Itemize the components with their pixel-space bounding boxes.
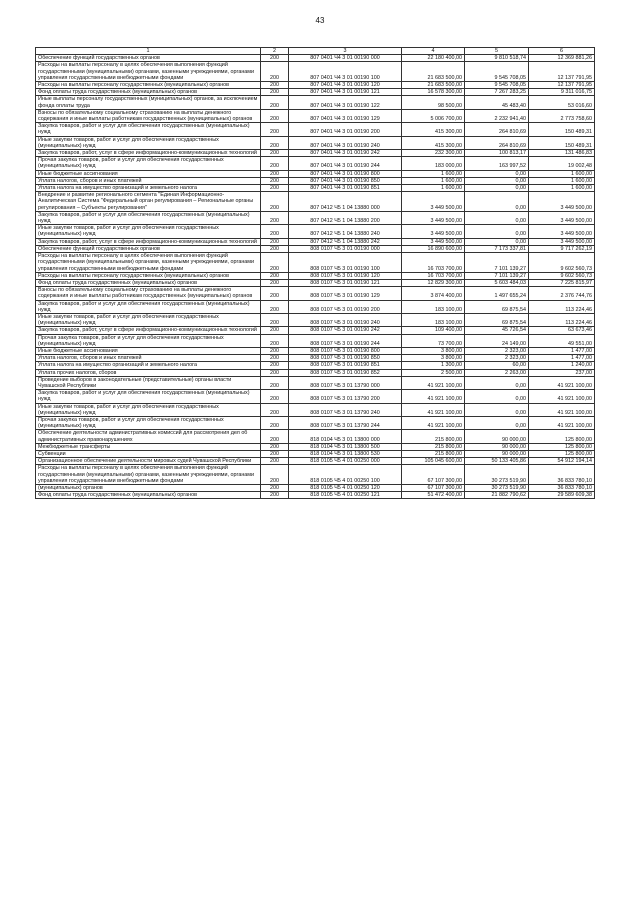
- line-code-cell: 200: [261, 362, 289, 369]
- budget-code-cell: 808 0107 Ч5 3 01 00190 242: [289, 327, 402, 334]
- remaining-amount-cell: 3 449 500,00: [529, 211, 595, 224]
- line-code-cell: 200: [261, 376, 289, 389]
- table-row: [36, 458, 595, 465]
- budget-code-cell: 807 0401 Ч4 3 01 00190 240: [289, 136, 402, 149]
- approved-amount-cell: 232 300,00: [402, 150, 465, 157]
- table-row: [36, 362, 595, 369]
- executed-amount-cell: 90 000,00: [465, 430, 529, 443]
- budget-code-cell: 808 0107 Ч5 3 01 00190 800: [289, 347, 402, 354]
- approved-amount-cell: 3 800,00: [402, 347, 465, 354]
- approved-amount-cell: 41 921 100,00: [402, 403, 465, 416]
- remaining-amount-cell: 7 225 815,97: [529, 279, 595, 286]
- remaining-amount-cell: 41 921 100,00: [529, 403, 595, 416]
- expense-name-cell: Прочая закупка товаров, работ и услуг для обеспечения государственных (муниципальных) нужд: [36, 157, 261, 170]
- table-row: [36, 347, 595, 354]
- budget-code-cell: 807 0401 Ч4 3 01 00190 100: [289, 62, 402, 82]
- executed-amount-cell: 9 810 518,74: [465, 55, 529, 62]
- approved-amount-cell: 1 600,00: [402, 170, 465, 177]
- line-code-cell: 200: [261, 327, 289, 334]
- line-code-cell: 200: [261, 192, 289, 212]
- approved-amount-cell: 5 006 700,00: [402, 109, 465, 122]
- executed-amount-cell: 0,00: [465, 185, 529, 192]
- expense-name-cell: Закупка товаров, работ, услуг в сфере информационно-коммуникационных технологий: [36, 327, 261, 334]
- executed-amount-cell: 69 875,54: [465, 300, 529, 313]
- table-row: [36, 492, 595, 499]
- table-row: [36, 245, 595, 252]
- expense-name-cell: Взносы по обязательному социальному страхованию на выплаты денежного содержания и иные выплаты работникам государственных (муниципальных) органов: [36, 287, 261, 300]
- table-row: [36, 82, 595, 89]
- line-code-cell: 200: [261, 458, 289, 465]
- budget-code-cell: 818 0104 Ч5 3 01 13800 000: [289, 430, 402, 443]
- remaining-amount-cell: 131 486,83: [529, 150, 595, 157]
- approved-amount-cell: 3 449 500,00: [402, 238, 465, 245]
- remaining-amount-cell: 9 311 016,75: [529, 89, 595, 96]
- table-row: [36, 465, 595, 485]
- executed-amount-cell: 5 603 484,03: [465, 279, 529, 286]
- executed-amount-cell: 163 997,52: [465, 157, 529, 170]
- expense-name-cell: Иные бюджетные ассигнования: [36, 347, 261, 354]
- executed-amount-cell: 24 149,00: [465, 334, 529, 347]
- approved-amount-cell: 73 700,00: [402, 334, 465, 347]
- executed-amount-cell: 0,00: [465, 170, 529, 177]
- budget-code-cell: 807 0401 Ч4 3 01 00190 851: [289, 185, 402, 192]
- line-code-cell: 200: [261, 390, 289, 403]
- line-code-cell: 200: [261, 89, 289, 96]
- column-header: 2: [261, 48, 289, 55]
- remaining-amount-cell: 113 224,46: [529, 300, 595, 313]
- remaining-amount-cell: 113 224,46: [529, 313, 595, 326]
- table-row: [36, 211, 595, 224]
- expense-name-cell: Закупка товаров, работ и услуг для обеспечения государственных (муниципальных) нужд: [36, 123, 261, 136]
- line-code-cell: 200: [261, 272, 289, 279]
- budget-code-cell: 808 0107 Ч5 3 01 00190 100: [289, 253, 402, 273]
- budget-code-cell: 807 0401 Ч4 3 01 00190 000: [289, 55, 402, 62]
- table-row: [36, 109, 595, 122]
- expense-name-cell: Расходы на выплаты персоналу в целях обеспечения выполнения функций государственными (муниципальными) органами, казенными учреждениями, органами управления государственными внебюджетными фондами: [36, 465, 261, 485]
- expense-name-cell: Уплата налога на имущество организаций и земельного налога: [36, 362, 261, 369]
- executed-amount-cell: 60,00: [465, 362, 529, 369]
- line-code-cell: 200: [261, 443, 289, 450]
- executed-amount-cell: 9 545 708,05: [465, 62, 529, 82]
- table-row: [36, 225, 595, 238]
- executed-amount-cell: 30 273 519,90: [465, 465, 529, 485]
- table-row: [36, 355, 595, 362]
- line-code-cell: 200: [261, 245, 289, 252]
- expense-name-cell: Иные выплаты персоналу государственных (муниципальных) органов, за исключением фонда оплаты труда: [36, 96, 261, 109]
- budget-code-cell: 818 0105 Ч5 4 01 00250 100: [289, 465, 402, 485]
- approved-amount-cell: 41 921 100,00: [402, 376, 465, 389]
- line-code-cell: 200: [261, 334, 289, 347]
- column-header: 6: [529, 48, 595, 55]
- expense-name-cell: Уплата налога на имущество организаций и земельного налога: [36, 185, 261, 192]
- approved-amount-cell: 415 300,00: [402, 136, 465, 149]
- budget-code-cell: 808 0107 Ч5 3 01 13790 000: [289, 376, 402, 389]
- remaining-amount-cell: 9 602 560,73: [529, 272, 595, 279]
- remaining-amount-cell: 41 921 100,00: [529, 416, 595, 429]
- line-code-cell: 200: [261, 403, 289, 416]
- executed-amount-cell: 2 263,00: [465, 369, 529, 376]
- approved-amount-cell: 109 400,00: [402, 327, 465, 334]
- budget-code-cell: 818 0105 Ч5 4 01 00250 121: [289, 492, 402, 499]
- line-code-cell: 200: [261, 177, 289, 184]
- budget-code-cell: 807 0412 Ч5 1 04 13880 240: [289, 225, 402, 238]
- table-row: [36, 192, 595, 212]
- expense-name-cell: Расходы на выплаты персоналу государственных (муниципальных) органов: [36, 82, 261, 89]
- line-code-cell: 200: [261, 287, 289, 300]
- line-code-cell: 200: [261, 369, 289, 376]
- table-row: [36, 485, 595, 492]
- column-header: 1: [36, 48, 261, 55]
- line-code-cell: 200: [261, 465, 289, 485]
- approved-amount-cell: 16 703 700,00: [402, 272, 465, 279]
- budget-code-cell: 807 0412 Ч5 1 04 13880 200: [289, 211, 402, 224]
- approved-amount-cell: 1 600,00: [402, 177, 465, 184]
- expense-name-cell: Прочая закупка товаров, работ и услуг для обеспечения государственных (муниципальных) нужд: [36, 334, 261, 347]
- column-header: 3: [289, 48, 402, 55]
- approved-amount-cell: 21 683 500,00: [402, 82, 465, 89]
- executed-amount-cell: 1 497 655,24: [465, 287, 529, 300]
- executed-amount-cell: 45 483,40: [465, 96, 529, 109]
- approved-amount-cell: 1 300,00: [402, 362, 465, 369]
- remaining-amount-cell: 1 600,00: [529, 177, 595, 184]
- table-row: [36, 170, 595, 177]
- line-code-cell: 200: [261, 82, 289, 89]
- column-header: 4: [402, 48, 465, 55]
- table-row: [36, 450, 595, 457]
- remaining-amount-cell: 1 477,00: [529, 355, 595, 362]
- approved-amount-cell: 2 500,00: [402, 369, 465, 376]
- remaining-amount-cell: 3 449 500,00: [529, 192, 595, 212]
- approved-amount-cell: 98 500,00: [402, 96, 465, 109]
- executed-amount-cell: 264 810,69: [465, 136, 529, 149]
- remaining-amount-cell: 53 016,60: [529, 96, 595, 109]
- remaining-amount-cell: 125 800,00: [529, 430, 595, 443]
- expense-name-cell: Иные закупки товаров, работ и услуг для обеспечения государственных (муниципальных) нужд: [36, 136, 261, 149]
- executed-amount-cell: 2 232 941,40: [465, 109, 529, 122]
- expense-name-cell: Уплата налогов, сборов и иных платежей: [36, 355, 261, 362]
- budget-code-cell: 818 0105 Ч5 4 01 00250 120: [289, 485, 402, 492]
- line-code-cell: 200: [261, 430, 289, 443]
- executed-amount-cell: 21 882 790,62: [465, 492, 529, 499]
- executed-amount-cell: 7 101 139,27: [465, 253, 529, 273]
- remaining-amount-cell: 125 800,00: [529, 443, 595, 450]
- budget-code-cell: 807 0401 Ч4 3 01 00190 242: [289, 150, 402, 157]
- executed-amount-cell: 0,00: [465, 225, 529, 238]
- budget-code-cell: 808 0107 Ч5 3 01 00190 850: [289, 355, 402, 362]
- remaining-amount-cell: 19 002,48: [529, 157, 595, 170]
- approved-amount-cell: 16 703 700,00: [402, 253, 465, 273]
- line-code-cell: 200: [261, 225, 289, 238]
- budget-code-cell: 807 0401 Ч4 3 01 00190 121: [289, 89, 402, 96]
- budget-code-cell: 808 0107 Ч5 3 01 00190 120: [289, 272, 402, 279]
- line-code-cell: 200: [261, 313, 289, 326]
- line-code-cell: 200: [261, 62, 289, 82]
- expense-name-cell: (муниципальных) органов: [36, 485, 261, 492]
- approved-amount-cell: 41 921 100,00: [402, 390, 465, 403]
- remaining-amount-cell: 12 137 791,95: [529, 62, 595, 82]
- remaining-amount-cell: 29 589 609,38: [529, 492, 595, 499]
- expense-name-cell: Организационное обеспечение деятельности мировых судей Чувашской Республики: [36, 458, 261, 465]
- line-code-cell: 200: [261, 416, 289, 429]
- budget-code-cell: 808 0107 Ч5 3 01 00190 851: [289, 362, 402, 369]
- budget-code-cell: 808 0107 Ч5 3 01 00190 000: [289, 245, 402, 252]
- executed-amount-cell: 2 323,00: [465, 355, 529, 362]
- expense-name-cell: Межбюджетные трансферты: [36, 443, 261, 450]
- budget-code-cell: 807 0401 Ч4 3 01 00190 122: [289, 96, 402, 109]
- remaining-amount-cell: 12 369 881,26: [529, 55, 595, 62]
- executed-amount-cell: 7 173 337,81: [465, 245, 529, 252]
- expense-name-cell: Уплата налогов, сборов и иных платежей: [36, 177, 261, 184]
- table-row: [36, 334, 595, 347]
- budget-code-cell: 808 0107 Ч5 3 01 13790 240: [289, 403, 402, 416]
- executed-amount-cell: 30 273 519,90: [465, 485, 529, 492]
- budget-code-cell: 808 0107 Ч5 3 01 00190 129: [289, 287, 402, 300]
- approved-amount-cell: 41 921 100,00: [402, 416, 465, 429]
- expense-name-cell: Субвенции: [36, 450, 261, 457]
- table-header-row: [36, 48, 595, 55]
- remaining-amount-cell: 237,00: [529, 369, 595, 376]
- table-row: [36, 123, 595, 136]
- executed-amount-cell: 7 101 139,27: [465, 272, 529, 279]
- expense-name-cell: Закупка товаров, работ и услуг для обеспечения государственных (муниципальных) нужд: [36, 211, 261, 224]
- remaining-amount-cell: 54 912 194,14: [529, 458, 595, 465]
- table-row: [36, 369, 595, 376]
- table-row: [36, 416, 595, 429]
- approved-amount-cell: 21 683 500,00: [402, 62, 465, 82]
- expense-name-cell: Фонд оплаты труда государственных (муниципальных) органов: [36, 492, 261, 499]
- remaining-amount-cell: 1 600,00: [529, 185, 595, 192]
- remaining-amount-cell: 41 921 100,00: [529, 376, 595, 389]
- budget-code-cell: 807 0401 Ч4 3 01 00190 244: [289, 157, 402, 170]
- expense-name-cell: Уплата прочих налогов, сборов: [36, 369, 261, 376]
- executed-amount-cell: 0,00: [465, 192, 529, 212]
- approved-amount-cell: 22 180 400,00: [402, 55, 465, 62]
- table-row: [36, 279, 595, 286]
- expense-name-cell: Прочая закупка товаров, работ и услуг для обеспечения государственных (муниципальных) нужд: [36, 416, 261, 429]
- remaining-amount-cell: 125 800,00: [529, 450, 595, 457]
- approved-amount-cell: 3 449 500,00: [402, 211, 465, 224]
- approved-amount-cell: 3 800,00: [402, 355, 465, 362]
- approved-amount-cell: 3 874 400,00: [402, 287, 465, 300]
- executed-amount-cell: 0,00: [465, 416, 529, 429]
- executed-amount-cell: 0,00: [465, 376, 529, 389]
- table-row: [36, 157, 595, 170]
- expense-name-cell: Расходы на выплаты персоналу в целях обеспечения выполнения функций государственными (муниципальными) органами, казенными учреждениями, органами управления государственными внебюджетными фондами: [36, 253, 261, 273]
- expense-name-cell: Закупка товаров, работ и услуг для обеспечения государственных (муниципальных) нужд: [36, 390, 261, 403]
- line-code-cell: 200: [261, 450, 289, 457]
- budget-code-cell: 818 0105 Ч5 4 01 00250 000: [289, 458, 402, 465]
- line-code-cell: 200: [261, 485, 289, 492]
- remaining-amount-cell: 150 489,31: [529, 136, 595, 149]
- table-row: [36, 390, 595, 403]
- line-code-cell: 200: [261, 492, 289, 499]
- table-row: [36, 287, 595, 300]
- budget-code-cell: 808 0107 Ч5 3 01 00190 852: [289, 369, 402, 376]
- budget-code-cell: 818 0104 Ч5 3 01 13800 530: [289, 450, 402, 457]
- line-code-cell: 200: [261, 185, 289, 192]
- budget-code-cell: 808 0107 Ч5 3 01 00190 240: [289, 313, 402, 326]
- line-code-cell: 200: [261, 170, 289, 177]
- approved-amount-cell: 215 800,00: [402, 450, 465, 457]
- remaining-amount-cell: 1 477,00: [529, 347, 595, 354]
- budget-code-cell: 807 0412 Ч5 1 04 13880 242: [289, 238, 402, 245]
- table-row: [36, 96, 595, 109]
- line-code-cell: 200: [261, 300, 289, 313]
- remaining-amount-cell: 2 773 758,60: [529, 109, 595, 122]
- executed-amount-cell: 50 133 405,86: [465, 458, 529, 465]
- line-code-cell: 200: [261, 355, 289, 362]
- executed-amount-cell: 45 726,54: [465, 327, 529, 334]
- line-code-cell: 200: [261, 55, 289, 62]
- expense-name-cell: Расходы на выплаты персоналу государственных (муниципальных) органов: [36, 272, 261, 279]
- remaining-amount-cell: 150 489,31: [529, 123, 595, 136]
- expense-name-cell: Иные бюджетные ассигнования: [36, 170, 261, 177]
- budget-code-cell: 807 0401 Ч4 3 01 00190 129: [289, 109, 402, 122]
- expense-name-cell: Обеспечение функций государственных органов: [36, 55, 261, 62]
- remaining-amount-cell: 12 137 791,95: [529, 82, 595, 89]
- expense-name-cell: Закупка товаров, работ, услуг в сфере информационно-коммуникационных технологий: [36, 150, 261, 157]
- executed-amount-cell: 0,00: [465, 390, 529, 403]
- remaining-amount-cell: 36 833 780,10: [529, 465, 595, 485]
- approved-amount-cell: 1 600,00: [402, 185, 465, 192]
- remaining-amount-cell: 1 600,00: [529, 170, 595, 177]
- table-row: [36, 177, 595, 184]
- expense-name-cell: Иные закупки товаров, работ и услуг для обеспечения государственных (муниципальных) нужд: [36, 313, 261, 326]
- table-row: [36, 272, 595, 279]
- expense-name-cell: Фонд оплаты труда государственных (муниципальных) органов: [36, 279, 261, 286]
- line-code-cell: 200: [261, 123, 289, 136]
- table-row: [36, 150, 595, 157]
- budget-table: [35, 47, 595, 499]
- remaining-amount-cell: 3 449 500,00: [529, 225, 595, 238]
- budget-code-cell: 807 0401 Ч4 3 01 00190 200: [289, 123, 402, 136]
- line-code-cell: 200: [261, 253, 289, 273]
- expense-name-cell: Фонд оплаты труда государственных (муниципальных) органов: [36, 89, 261, 96]
- executed-amount-cell: 0,00: [465, 238, 529, 245]
- table-row: [36, 185, 595, 192]
- line-code-cell: 200: [261, 211, 289, 224]
- executed-amount-cell: 69 875,54: [465, 313, 529, 326]
- expense-name-cell: Проведение выборов в законодательные (представительные) органы власти Чувашской Республики: [36, 376, 261, 389]
- approved-amount-cell: 16 578 300,00: [402, 89, 465, 96]
- budget-code-cell: 818 0104 Ч5 3 01 13800 500: [289, 443, 402, 450]
- approved-amount-cell: 51 472 400,00: [402, 492, 465, 499]
- remaining-amount-cell: 1 240,00: [529, 362, 595, 369]
- line-code-cell: 200: [261, 238, 289, 245]
- budget-code-cell: 807 0412 Ч5 1 04 13880 000: [289, 192, 402, 212]
- line-code-cell: 200: [261, 347, 289, 354]
- table-row: [36, 253, 595, 273]
- approved-amount-cell: 215 800,00: [402, 443, 465, 450]
- expense-name-cell: Обеспечение функций государственных органов: [36, 245, 261, 252]
- approved-amount-cell: 67 107 300,00: [402, 465, 465, 485]
- expense-name-cell: Расходы на выплаты персоналу в целях обеспечения выполнения функций государственными (муниципальными) органами, казенными учреждениями, органами управления государственными внебюджетными фондами: [36, 62, 261, 82]
- table-row: [36, 430, 595, 443]
- approved-amount-cell: 105 045 600,00: [402, 458, 465, 465]
- approved-amount-cell: 215 800,00: [402, 430, 465, 443]
- remaining-amount-cell: 9 717 262,19: [529, 245, 595, 252]
- approved-amount-cell: 183 000,00: [402, 157, 465, 170]
- table-row: [36, 136, 595, 149]
- column-header: 5: [465, 48, 529, 55]
- line-code-cell: 200: [261, 109, 289, 122]
- executed-amount-cell: 90 000,00: [465, 450, 529, 457]
- expense-name-cell: Взносы по обязательному социальному страхованию на выплаты денежного содержания и иные выплаты работникам государственных (муниципальных) органов: [36, 109, 261, 122]
- table-row: [36, 89, 595, 96]
- executed-amount-cell: 9 545 708,05: [465, 82, 529, 89]
- table-row: [36, 62, 595, 82]
- budget-code-cell: 807 0401 Ч4 3 01 00190 120: [289, 82, 402, 89]
- table-body: [36, 55, 595, 499]
- remaining-amount-cell: 49 551,00: [529, 334, 595, 347]
- approved-amount-cell: 67 107 300,00: [402, 485, 465, 492]
- remaining-amount-cell: 41 921 100,00: [529, 390, 595, 403]
- executed-amount-cell: 264 810,69: [465, 123, 529, 136]
- line-code-cell: 200: [261, 96, 289, 109]
- executed-amount-cell: 0,00: [465, 211, 529, 224]
- table-row: [36, 238, 595, 245]
- budget-code-cell: 808 0107 Ч5 3 01 00190 121: [289, 279, 402, 286]
- table-row: [36, 55, 595, 62]
- table-row: [36, 313, 595, 326]
- line-code-cell: 200: [261, 136, 289, 149]
- executed-amount-cell: 100 813,17: [465, 150, 529, 157]
- remaining-amount-cell: 3 449 500,00: [529, 238, 595, 245]
- approved-amount-cell: 415 300,00: [402, 123, 465, 136]
- executed-amount-cell: 90 000,00: [465, 443, 529, 450]
- approved-amount-cell: 16 890 600,00: [402, 245, 465, 252]
- remaining-amount-cell: 9 602 560,73: [529, 253, 595, 273]
- table-row: [36, 376, 595, 389]
- table-row: [36, 443, 595, 450]
- expense-name-cell: Иные закупки товаров, работ и услуг для обеспечения государственных (муниципальных) нужд: [36, 403, 261, 416]
- budget-code-cell: 807 0401 Ч4 3 01 00190 800: [289, 170, 402, 177]
- table-row: [36, 327, 595, 334]
- executed-amount-cell: 2 323,00: [465, 347, 529, 354]
- approved-amount-cell: 183 100,00: [402, 300, 465, 313]
- remaining-amount-cell: 63 673,46: [529, 327, 595, 334]
- budget-code-cell: 808 0107 Ч5 3 01 00190 200: [289, 300, 402, 313]
- executed-amount-cell: 7 267 283,25: [465, 89, 529, 96]
- budget-code-cell: 808 0107 Ч5 3 01 13790 200: [289, 390, 402, 403]
- expense-name-cell: Внедрение и развитие регионального сегмента "Единая Информационно-Аналитическая Система "Федеральный орган регулирования – Региональные органы регулирования – Субъекты регулирования": [36, 192, 261, 212]
- expense-name-cell: Обеспечение деятельности административных комиссий для рассмотрения дел об административных правонарушениях: [36, 430, 261, 443]
- expense-name-cell: Иные закупки товаров, работ и услуг для обеспечения государственных (муниципальных) нужд: [36, 225, 261, 238]
- executed-amount-cell: 0,00: [465, 177, 529, 184]
- page-number: 43: [315, 16, 325, 25]
- line-code-cell: 200: [261, 279, 289, 286]
- table-row: [36, 403, 595, 416]
- line-code-cell: 200: [261, 157, 289, 170]
- approved-amount-cell: 3 449 500,00: [402, 225, 465, 238]
- approved-amount-cell: 3 449 500,00: [402, 192, 465, 212]
- line-code-cell: 200: [261, 150, 289, 157]
- table-row: [36, 300, 595, 313]
- approved-amount-cell: 12 829 300,00: [402, 279, 465, 286]
- expense-name-cell: Закупка товаров, работ, услуг в сфере информационно-коммуникационных технологий: [36, 238, 261, 245]
- approved-amount-cell: 183 100,00: [402, 313, 465, 326]
- executed-amount-cell: 0,00: [465, 403, 529, 416]
- expense-name-cell: Закупка товаров, работ и услуг для обеспечения государственных (муниципальных) нужд: [36, 300, 261, 313]
- budget-code-cell: 808 0107 Ч5 3 01 00190 244: [289, 334, 402, 347]
- budget-code-cell: 807 0401 Ч4 3 01 00190 850: [289, 177, 402, 184]
- remaining-amount-cell: 36 833 780,10: [529, 485, 595, 492]
- remaining-amount-cell: 2 376 744,76: [529, 287, 595, 300]
- budget-code-cell: 808 0107 Ч5 3 01 13790 244: [289, 416, 402, 429]
